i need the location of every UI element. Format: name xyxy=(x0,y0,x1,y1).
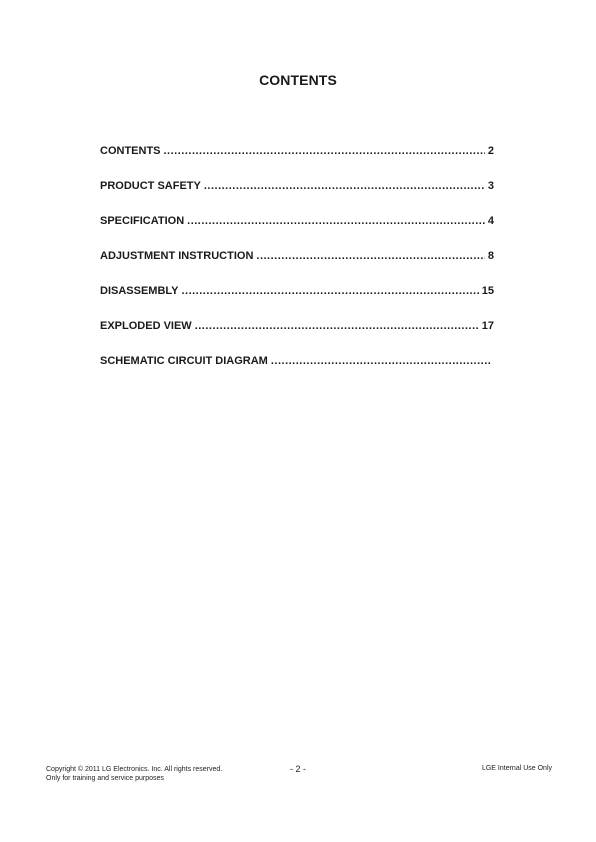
toc-leader-dots xyxy=(271,355,491,367)
toc-entry-exploded-view[interactable] xyxy=(100,320,494,355)
toc-leader-dots xyxy=(187,215,485,227)
toc-leader-dots xyxy=(256,250,484,262)
toc-entry-page: 17 xyxy=(481,320,494,332)
toc-entry-label: DISASSEMBLY xyxy=(100,285,179,297)
page-title: CONTENTS xyxy=(259,72,337,88)
toc-leader-dots xyxy=(204,180,485,192)
toc-entry-disassembly[interactable] xyxy=(100,285,494,320)
toc-entry-label: EXPLODED VIEW xyxy=(100,320,192,332)
toc-entry-page: 2 xyxy=(487,145,494,157)
toc-entry-page: 3 xyxy=(487,180,494,192)
usage-note: Only for training and service purposes xyxy=(46,775,164,782)
toc-entry-contents[interactable] xyxy=(100,145,494,180)
toc-entry-page: 4 xyxy=(487,215,494,227)
toc-entry-product-safety[interactable] xyxy=(100,180,494,215)
table-of-contents xyxy=(100,145,494,390)
toc-leader-dots xyxy=(164,145,485,157)
toc-entry-specification[interactable] xyxy=(100,215,494,250)
page-number: - 2 - xyxy=(289,764,306,774)
toc-entry-schematic-circuit-diagram[interactable] xyxy=(100,355,494,390)
toc-entry-label: CONTENTS xyxy=(100,145,161,157)
toc-leader-dots xyxy=(181,285,478,297)
toc-entry-label: SCHEMATIC CIRCUIT DIAGRAM xyxy=(100,355,268,367)
classification-label: LGE Internal Use Only xyxy=(481,765,552,772)
toc-leader-dots xyxy=(195,320,479,332)
copyright-line: Copyright © 2011 LG Electronics. Inc. All rights reserved. xyxy=(46,766,223,773)
toc-entry-page: 8 xyxy=(487,250,494,262)
toc-entry-adjustment-instruction[interactable] xyxy=(100,250,494,285)
toc-entry-label: PRODUCT SAFETY xyxy=(100,180,201,192)
toc-entry-label: ADJUSTMENT INSTRUCTION xyxy=(100,250,254,262)
toc-entry-page: 15 xyxy=(481,285,494,297)
toc-entry-label: SPECIFICATION xyxy=(100,215,185,227)
